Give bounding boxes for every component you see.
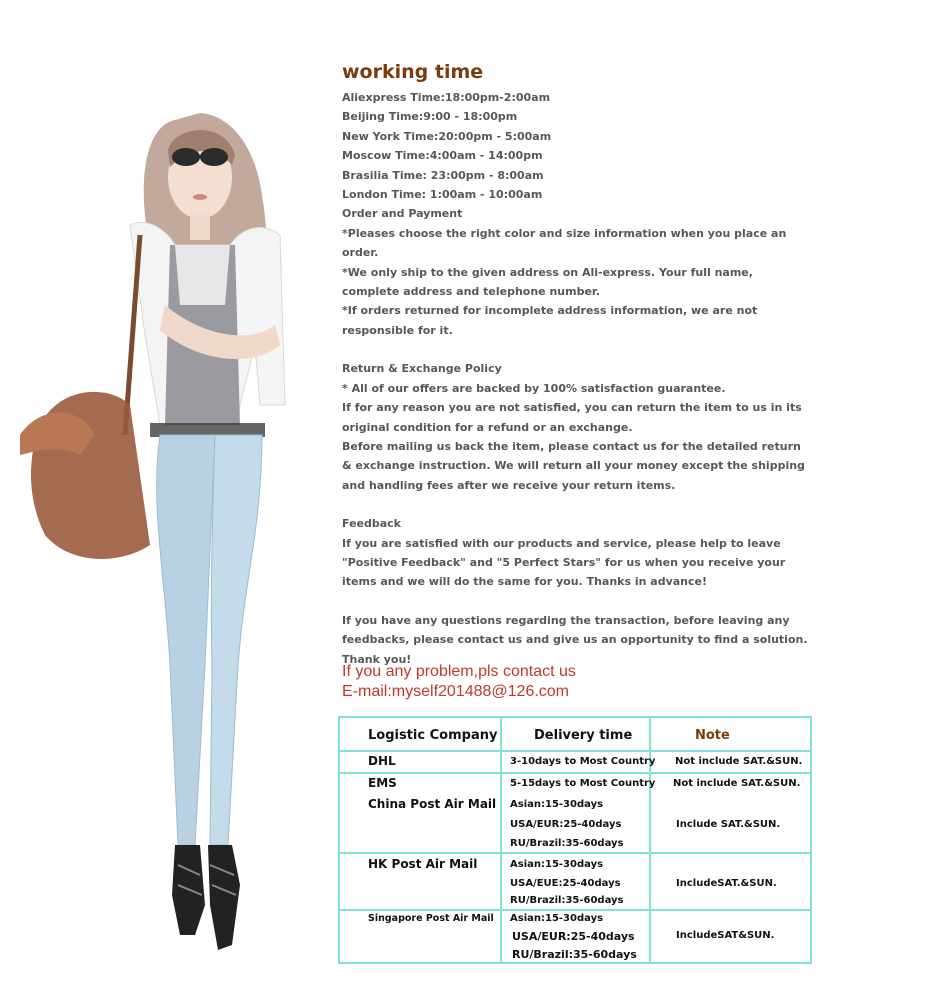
table-divider: [340, 852, 810, 854]
table-divider: [340, 909, 810, 911]
row-dhl-delivery: 3-10days to Most Country: [510, 756, 656, 767]
return-policy-p2: If for any reason you are not satisfied, you can return the item to us in its original condition for a refund or an exchange.: [342, 401, 802, 434]
row-sg-post-delivery-usa: USA/EUR:25-40days: [512, 930, 635, 943]
feedback-p1: If you are satisfied with our products and service, please help to leave "Positive Feedback" and "5 Perfect Stars" for us when you receive your items and we will do the same for you. Thanks in advance!: [342, 536, 786, 589]
order-payment-p2: *We only ship to the given address on Ali-express. Your full name, complete address and telephone number.: [342, 265, 753, 299]
row-dhl-company: DHL: [368, 754, 396, 768]
row-china-post-company: China Post Air Mail: [368, 797, 497, 811]
questions-p2: Thank you!: [342, 652, 412, 666]
policy-content: [342, 60, 812, 669]
header-note: Note: [695, 728, 730, 743]
feedback-heading: Feedback: [342, 517, 401, 531]
row-sg-post-company: Singapore Post Air Mail: [368, 913, 494, 924]
table-divider: [340, 772, 810, 774]
row-sg-post-note: IncludeSAT&SUN.: [676, 930, 775, 941]
contact-block: [342, 662, 576, 702]
contact-line: If you any problem,pls contact us: [342, 663, 576, 680]
time-new-york: New York Time:20:00pm - 5:00am: [342, 129, 552, 143]
row-hk-post-note: IncludeSAT.&SUN.: [676, 878, 777, 889]
row-dhl-note: Not include SAT.&SUN.: [675, 756, 803, 767]
time-aliexpress: Aliexpress Time:18:00pm-2:00am: [342, 91, 551, 104]
row-china-post-note: Include SAT.&SUN.: [676, 819, 781, 830]
time-london: London Time: 1:00am - 10:00am: [342, 188, 543, 202]
table-divider: [340, 750, 810, 752]
order-payment-heading: Order and Payment: [342, 207, 463, 221]
row-hk-post-delivery-ru: RU/Brazil:35-60days: [510, 895, 624, 906]
return-policy-p3: Before mailing us back the item, please contact us for the detailed return & exchange instruction. We will return all your money except the shipping and handling fees after we receive your return items.: [342, 439, 805, 492]
table-divider: [500, 718, 502, 962]
working-time-title: working time: [342, 61, 484, 83]
questions-p1: If you have any questions regarding the transaction, before leaving any feedbacks, please contact us and give us an opportunity to find a solution.: [342, 613, 808, 647]
return-policy-heading: Return & Exchange Policy: [342, 362, 502, 376]
header-logistic-company: Logistic Company: [368, 728, 498, 743]
order-payment-p3: *If orders returned for incomplete address information, we are not responsible for it.: [342, 304, 758, 337]
row-hk-post-company: HK Post Air Mail: [368, 857, 478, 871]
row-hk-post-delivery-usa: USA/EUE:25-40days: [510, 878, 621, 889]
order-payment-p1: *Pleases choose the right color and size information when you place an order.: [342, 226, 787, 260]
row-ems-note: Not include SAT.&SUN.: [673, 778, 801, 789]
time-moscow: Moscow Time:4:00am - 14:00pm: [342, 149, 543, 163]
row-sg-post-delivery-asian: Asian:15-30days: [510, 913, 604, 924]
table-divider: [649, 718, 651, 962]
row-sg-post-delivery-ru: RU/Brazil:35-60days: [512, 948, 637, 961]
row-ems-delivery: 5-15days to Most Country: [510, 778, 656, 789]
header-delivery-time: Delivery time: [534, 728, 633, 743]
time-brasilia: Brasilia Time: 23:00pm - 8:00am: [342, 168, 544, 182]
contact-email: E-mail:myself201488@126.com: [342, 683, 570, 700]
row-china-post-delivery-ru: RU/Brazil:35-60days: [510, 838, 624, 849]
time-beijing: Beijing Time:9:00 - 18:00pm: [342, 110, 518, 124]
row-hk-post-delivery-asian: Asian:15-30days: [510, 859, 604, 870]
row-china-post-delivery-usa: USA/EUR:25-40days: [510, 819, 622, 830]
return-policy-p1: * All of our offers are backed by 100% satisfaction guarantee.: [342, 381, 726, 395]
shipping-table: [338, 716, 812, 964]
row-ems-company: EMS: [368, 776, 397, 790]
row-china-post-delivery-asian: Asian:15-30days: [510, 799, 604, 810]
fashion-illustration: [0, 105, 330, 995]
